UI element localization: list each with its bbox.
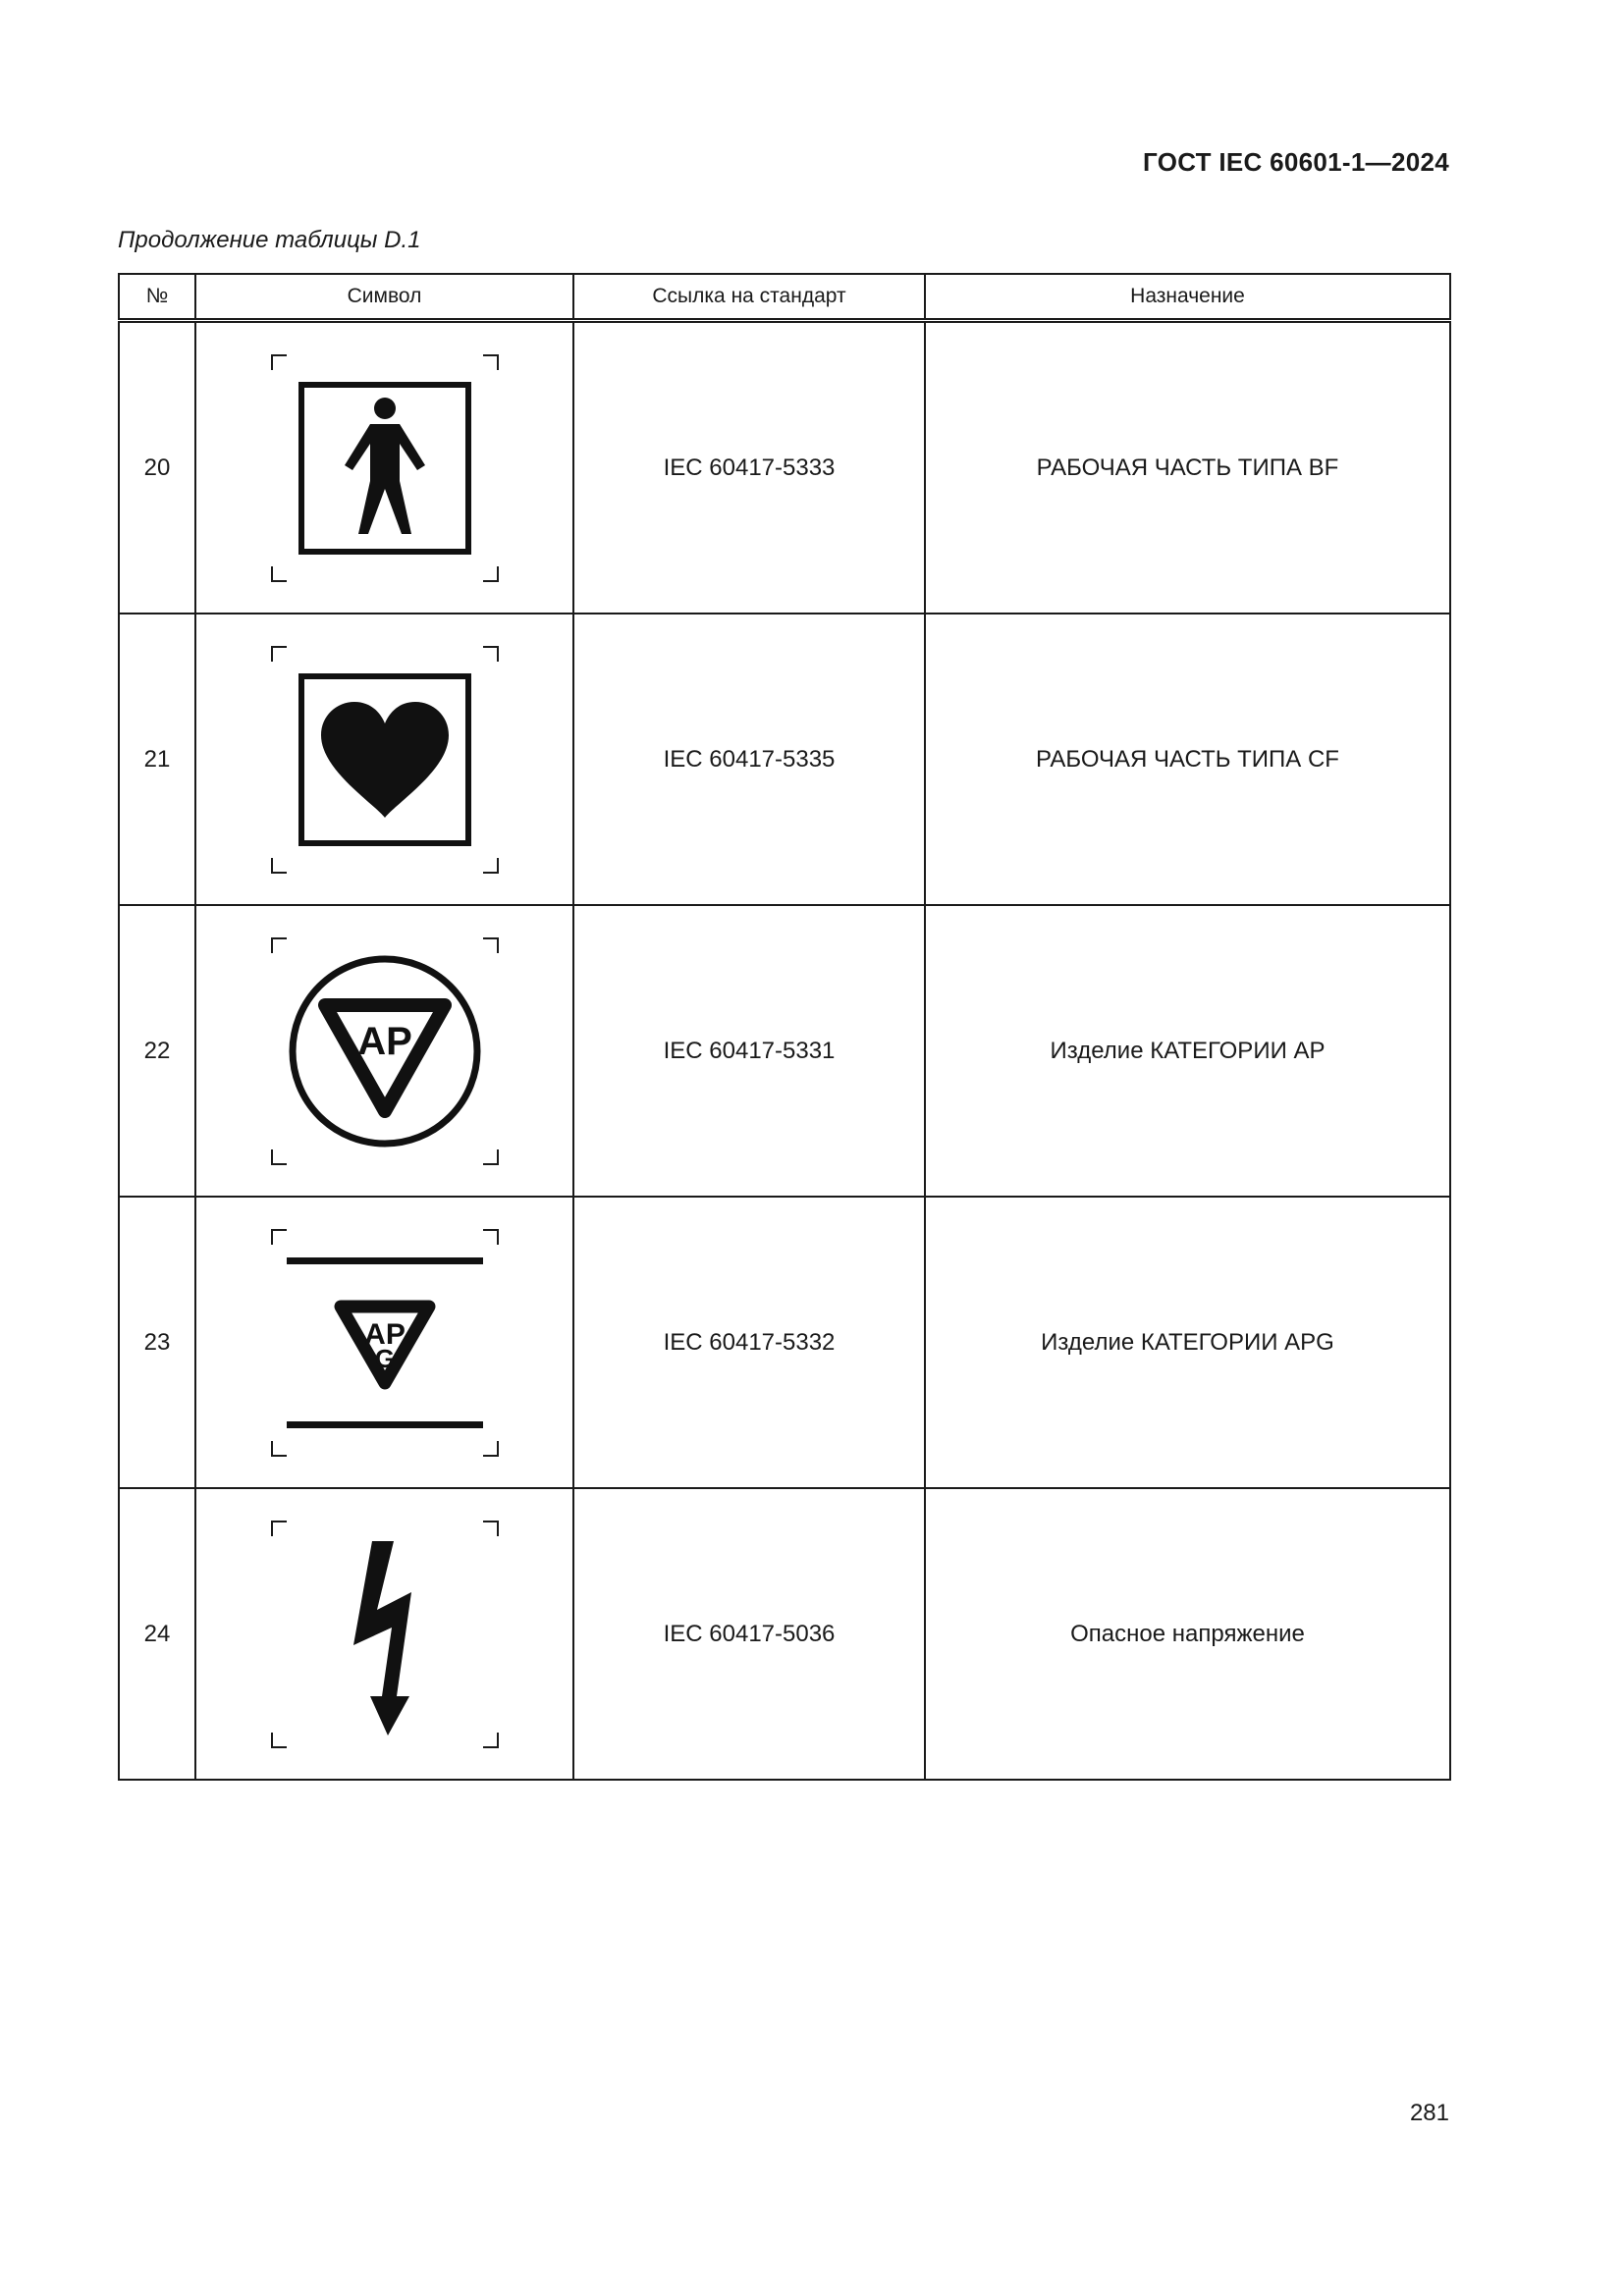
- lightning-bolt-icon: [262, 1512, 508, 1757]
- purpose: Изделие КАТЕГОРИИ APG: [925, 1197, 1450, 1488]
- standard-reference: IEC 60417-5335: [573, 614, 925, 905]
- table-row: [119, 1488, 1450, 1780]
- standard-reference: IEC 60417-5333: [573, 321, 925, 614]
- ap-triangle-in-circle-icon: [262, 929, 508, 1174]
- standard-reference: IEC 60417-5036: [573, 1488, 925, 1780]
- column-header-standard-reference: Ссылка на стандарт: [573, 274, 925, 321]
- symbol-cell: [195, 1197, 573, 1488]
- page-number: 281: [1409, 2100, 1449, 2126]
- symbol-cell: [195, 321, 573, 614]
- document-code: ГОСТ IEC 60601-1—2024: [1143, 147, 1449, 177]
- row-number: 20: [119, 321, 195, 614]
- column-header-symbol: Символ: [195, 274, 573, 321]
- purpose: РАБОЧАЯ ЧАСТЬ ТИПА BF: [925, 321, 1450, 614]
- column-header-number: №: [119, 274, 195, 321]
- purpose: РАБОЧАЯ ЧАСТЬ ТИПА CF: [925, 614, 1450, 905]
- apg-triangle-between-bars-icon: [262, 1220, 508, 1466]
- symbols-table: [118, 273, 1451, 1781]
- row-number: 22: [119, 905, 195, 1197]
- standard-reference: IEC 60417-5331: [573, 905, 925, 1197]
- symbol-text-ap: AP: [363, 1317, 406, 1351]
- column-header-purpose: Назначение: [925, 274, 1450, 321]
- row-number: 23: [119, 1197, 195, 1488]
- symbol-text-ap: AP: [356, 1019, 412, 1063]
- symbol-text-g: G: [374, 1343, 395, 1373]
- table-row: [119, 905, 1450, 1197]
- row-number: 21: [119, 614, 195, 905]
- symbol-cell: [195, 905, 573, 1197]
- table-row: [119, 321, 1450, 614]
- purpose: Опасное напряжение: [925, 1488, 1450, 1780]
- person-in-square-icon: [262, 346, 508, 591]
- row-number: 24: [119, 1488, 195, 1780]
- symbol-cell: [195, 1488, 573, 1780]
- heart-in-square-icon: [262, 637, 508, 882]
- table-row: [119, 614, 1450, 905]
- purpose: Изделие КАТЕГОРИИ AP: [925, 905, 1450, 1197]
- table-caption: Продолжение таблицы D.1: [118, 227, 421, 253]
- standard-reference: IEC 60417-5332: [573, 1197, 925, 1488]
- table-row: [119, 1197, 1450, 1488]
- table-header-row: [119, 274, 1450, 321]
- symbol-cell: [195, 614, 573, 905]
